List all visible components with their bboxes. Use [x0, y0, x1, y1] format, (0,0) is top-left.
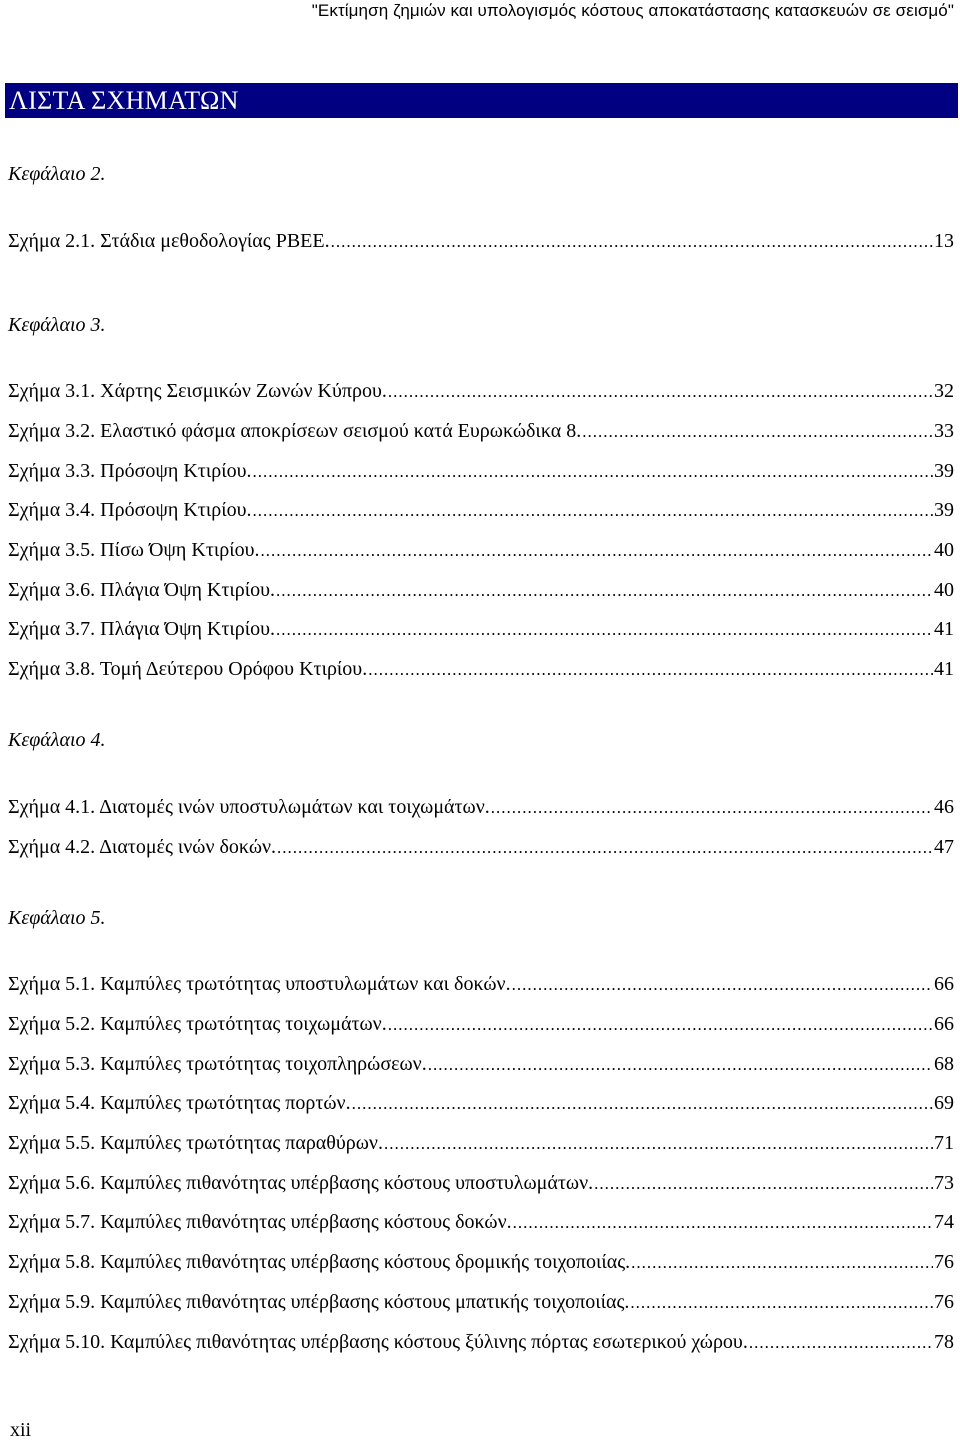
- toc-entry[interactable]: [8, 1131, 954, 1156]
- entry-page: 78: [934, 1331, 954, 1353]
- toc-entry[interactable]: [8, 1091, 954, 1116]
- dot-leader: [261, 539, 934, 563]
- dot-leader: [512, 973, 933, 997]
- dot-leader: [388, 380, 933, 404]
- dot-leader: [749, 1331, 933, 1355]
- dot-leader: [384, 1132, 933, 1156]
- entry-page: 46: [934, 796, 954, 818]
- dot-leader: [331, 230, 933, 254]
- toc-entry[interactable]: [8, 1290, 954, 1315]
- entry-label: Σχήμα 5.3. Καμπύλες τρωτότητας τοιχοπληρώσεων.: [8, 1053, 427, 1075]
- dot-leader: [276, 618, 933, 642]
- entry-page: 41: [934, 618, 954, 640]
- dot-leader: [253, 499, 934, 523]
- toc-entry[interactable]: [8, 498, 954, 523]
- toc-entry[interactable]: [8, 795, 954, 820]
- entry-label: Σχήμα 5.8. Καμπύλες πιθανότητας υπέρβασης κόστους δρομικής τοιχοποιίας.: [8, 1251, 631, 1273]
- toc-entry[interactable]: [8, 1250, 954, 1275]
- list-title-bar: [5, 83, 958, 118]
- dot-leader: [630, 1291, 933, 1315]
- toc-entry[interactable]: [8, 419, 954, 444]
- toc-entry[interactable]: [8, 1012, 954, 1037]
- chapter-heading: Κεφάλαιο 4.: [8, 729, 106, 751]
- entry-label: Σχήμα 3.1. Χάρτης Σεισμικών Ζωνών Κύπρου.: [8, 380, 387, 402]
- entry-page: 66: [934, 973, 954, 995]
- chapter-heading: Κεφάλαιο 3.: [8, 314, 106, 336]
- entry-label: Σχήμα 5.5. Καμπύλες τρωτότητας παραθύρων.: [8, 1132, 383, 1154]
- entry-label: Σχήμα 3.7. Πλάγια Όψη Κτιρίου.: [8, 618, 276, 640]
- chapter-heading: Κεφάλαιο 2.: [8, 163, 106, 185]
- entry-label: Σχήμα 3.6. Πλάγια Όψη Κτιρίου.: [8, 579, 276, 601]
- entry-page: 73: [934, 1172, 954, 1194]
- entry-page: 39: [934, 460, 954, 482]
- toc-entry[interactable]: [8, 578, 954, 603]
- toc-entry[interactable]: [8, 1210, 954, 1235]
- entry-label: Σχήμα 5.1. Καμπύλες τρωτότητας υποστυλωμάτων και δοκών.: [8, 973, 511, 995]
- running-header: "Εκτίμηση ζημιών και υπολογισμός κόστους αποκατάστασης κατασκευών σε σεισμό": [311, 1, 954, 20]
- entry-page: 71: [934, 1132, 954, 1154]
- entry-page: 32: [934, 380, 954, 402]
- toc-entry[interactable]: [8, 538, 954, 563]
- entry-page: 40: [934, 539, 954, 561]
- dot-leader: [276, 579, 933, 603]
- entry-label: Σχήμα 3.5. Πίσω Όψη Κτιρίου.: [8, 539, 260, 561]
- entry-page: 39: [934, 499, 954, 521]
- entry-label: Σχήμα 3.2. Ελαστικό φάσμα αποκρίσεων σεισμού κατά Ευρωκώδικα 8.: [8, 420, 582, 442]
- toc-entry[interactable]: [8, 1330, 954, 1355]
- entry-page: 33: [934, 420, 954, 442]
- entry-label: Σχήμα 3.3. Πρόσοψη Κτιρίου.: [8, 460, 252, 482]
- entry-page: 68: [934, 1053, 954, 1075]
- page-number: xii: [10, 1419, 32, 1441]
- toc-entry[interactable]: [8, 617, 954, 642]
- dot-leader: [631, 1251, 933, 1275]
- entry-page: 69: [934, 1092, 954, 1114]
- dot-leader: [352, 1092, 933, 1116]
- dot-leader: [428, 1053, 933, 1077]
- entry-page: 76: [934, 1291, 954, 1313]
- dot-leader: [368, 658, 933, 682]
- entry-label: Σχήμα 5.2. Καμπύλες τρωτότητας τοιχωμάτων.: [8, 1013, 387, 1035]
- dot-leader: [513, 1211, 933, 1235]
- toc-entry[interactable]: [8, 657, 954, 682]
- dot-leader: [582, 420, 933, 444]
- entry-page: 74: [934, 1211, 954, 1233]
- entry-label: Σχήμα 5.6. Καμπύλες πιθανότητας υπέρβασης κόστους υποστυλωμάτων.: [8, 1172, 594, 1194]
- dot-leader: [253, 460, 934, 484]
- entry-label: Σχήμα 4.2. Διατομές ινών δοκών.: [8, 836, 277, 858]
- entry-label: Σχήμα 3.8. Τομή Δεύτερου Ορόφου Κτιρίου.: [8, 658, 368, 680]
- entry-page: 66: [934, 1013, 954, 1035]
- toc-entry[interactable]: [8, 229, 954, 254]
- toc-entry[interactable]: [8, 972, 954, 997]
- entry-page: 76: [934, 1251, 954, 1273]
- dot-leader: [277, 836, 933, 860]
- entry-label: Σχήμα 3.4. Πρόσοψη Κτιρίου.: [8, 499, 252, 521]
- toc-entry[interactable]: [8, 1171, 954, 1196]
- entry-page: 41: [934, 658, 954, 680]
- toc-entry[interactable]: [8, 1052, 954, 1077]
- toc-entry[interactable]: [8, 835, 954, 860]
- entry-label: Σχήμα 4.1. Διατομές ινών υποστυλωμάτων και τοιχωμάτων.: [8, 796, 490, 818]
- chapter-heading: Κεφάλαιο 5.: [8, 907, 106, 929]
- entry-label: Σχήμα 5.10. Καμπύλες πιθανότητας υπέρβασης κόστους ξύλινης πόρτας εσωτερικού χώρου.: [8, 1331, 748, 1353]
- entry-page: 40: [934, 579, 954, 601]
- toc-entry[interactable]: [8, 459, 954, 484]
- entry-label: Σχήμα 5.9. Καμπύλες πιθανότητας υπέρβασης κόστους μπατικής τοιχοποιίας.: [8, 1291, 630, 1313]
- entry-page: 13: [934, 230, 954, 252]
- list-title: ΛΙΣΤΑ ΣΧΗΜΑΤΩΝ: [9, 86, 239, 115]
- toc-entry[interactable]: [8, 379, 954, 404]
- entry-label: Σχήμα 2.1. Στάδια μεθοδολογίας ΡΒΕΕ.: [8, 230, 330, 252]
- dot-leader: [594, 1172, 933, 1196]
- dot-leader: [388, 1013, 933, 1037]
- dot-leader: [491, 796, 933, 820]
- entry-label: Σχήμα 5.4. Καμπύλες τρωτότητας πορτών.: [8, 1092, 351, 1114]
- entry-label: Σχήμα 5.7. Καμπύλες πιθανότητας υπέρβασης κόστους δοκών.: [8, 1211, 512, 1233]
- entry-page: 47: [934, 836, 954, 858]
